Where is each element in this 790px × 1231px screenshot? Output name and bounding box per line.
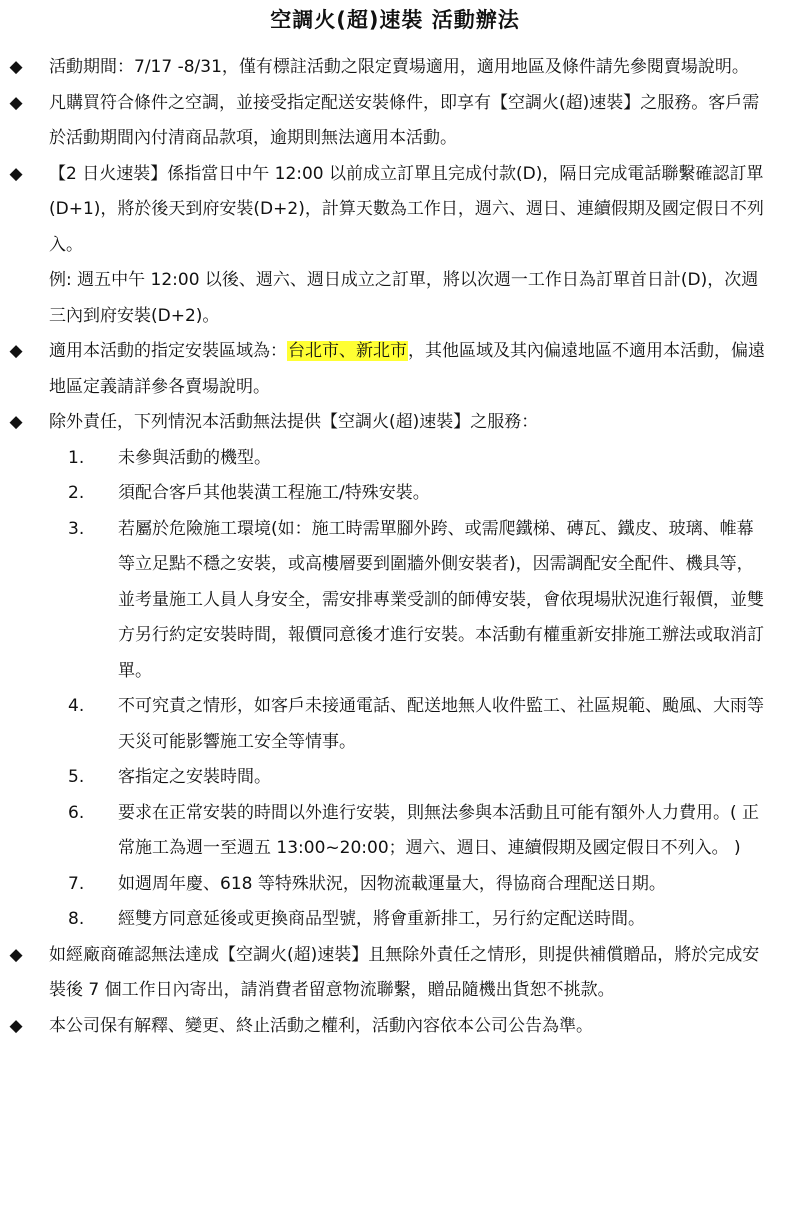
exclusions-list [0,441,790,938]
bullet-two-day-install [0,157,790,335]
list-number: 8. [68,909,85,929]
service-area-suffix: ，其他區域及其內偏遠地區不適用本活動，偏遠地區定義請詳參各賣場說明。 [49,341,765,397]
service-area-text [49,334,768,405]
list-number: 7. [68,873,85,894]
list-number: 1. [68,447,85,468]
list-text: 不可究責之情形，如客戶未接通電話、配送地無人收件監工、社區規範、颱風、大雨等天災可能影響施工安全等情事。 [118,696,764,752]
list-number: 2. [68,483,85,503]
service-area-highlight: 台北市、新北市 [288,341,407,361]
list-text: 經雙方同意延後或更換商品型號，將會重新排工，另行約定配送時間。 [118,909,645,929]
bullet-exclusions [0,405,790,441]
bullet-compensation [0,938,790,1009]
diamond-bullet-icon: ◆ [9,92,23,113]
list-text: 要求在正常安裝的時間以外進行安裝，則無法參與本活動且可能有額外人力費用。( 正常施工為週一至週五 13:00~20:00；週六、週日、連續假期及國定假日不列入。 ) [118,802,760,858]
list-item [0,689,790,760]
diamond-bullet-icon: ◆ [9,944,23,965]
diamond-bullet-icon: ◆ [9,341,23,361]
list-text: 須配合客戶其他裝潢工程施工/特殊安裝。 [118,483,430,503]
activity-period-text: 活動期間：7/17 -8/31，僅有標註活動之限定賣場適用，適用地區及條件請先參閱賣場說明。 [49,57,749,77]
bullet-rights-reserved [0,1009,790,1045]
two-day-install-example: 例: 週五中午 12:00 以後、週六、週日成立之訂單，將以次週一工作日為訂單首日計(D)，次週三內到府安裝(D+2)。 [49,270,759,326]
exclusions-intro: 除外責任，下列情況本活動無法提供【空調火(超)速裝】之服務： [49,412,539,432]
list-number: 5. [68,767,85,787]
diamond-bullet-icon: ◆ [9,163,23,184]
list-item [0,441,790,477]
diamond-bullet-icon: ◆ [9,412,23,432]
list-item [0,760,790,796]
two-day-install-text: 【2 日火速裝】係指當日中午 12:00 以前成立訂單且完成付款(D)，隔日完成電話聯繫確認訂單(D+1)，將於後天到府安裝(D+2)，計算天數為工作日，週六、週日、連續假期及國定假日不列入。 [49,163,764,255]
list-text: 若屬於危險施工環境(如：施工時需單腳外跨、或需爬鐵梯、磚瓦、鐵皮、玻璃、帷幕等立足點不穩之安裝，或高樓層要到圍牆外側安裝者)，因需調配安全配件、機具等，並考量施工人員人身安全，需安排專業受訓的師傅安裝，會依現場狀況進行報價，並雙方另行約定安裝時間，報價同意後才進行安裝。本活動有權重新安排施工辦法或取消訂單。 [118,518,764,681]
diamond-bullet-icon: ◆ [9,1015,23,1036]
page-title: 空調火(超)速裝 活動辦法 [270,8,520,32]
bullet-service-area [0,334,790,405]
list-item [0,796,790,867]
list-item [0,867,790,903]
list-text: 未參與活動的機型。 [118,447,271,468]
list-text: 客指定之安裝時間。 [118,767,271,787]
list-number: 3. [68,518,85,539]
list-item [0,902,790,938]
bullet-activity-period [0,50,790,86]
eligibility-text: 凡購買符合條件之空調，並接受指定配送安裝條件，即享有【空調火(超)速裝】之服務。客戶需於活動期間內付清商品款項，逾期則無法適用本活動。 [49,92,760,148]
bullet-eligibility [0,86,790,157]
list-number: 6. [68,802,85,823]
diamond-bullet-icon: ◆ [9,57,23,77]
list-text: 如週周年慶、618 等特殊狀況，因物流載運量大，得協商合理配送日期。 [118,873,666,894]
compensation-text: 如經廠商確認無法達成【空調火(超)速裝】且無除外責任之情形，則提供補償贈品，將於完成安裝後 7 個工作日內寄出，請消費者留意物流聯繫，贈品隨機出貨恕不挑款。 [49,944,760,1000]
list-item [0,512,790,690]
list-number: 4. [68,696,85,716]
rights-reserved-text: 本公司保有解釋、變更、終止活動之權利，活動內容依本公司公告為準。 [49,1015,593,1036]
list-item [0,476,790,512]
service-area-prefix: 適用本活動的指定安裝區域為： [49,341,287,361]
